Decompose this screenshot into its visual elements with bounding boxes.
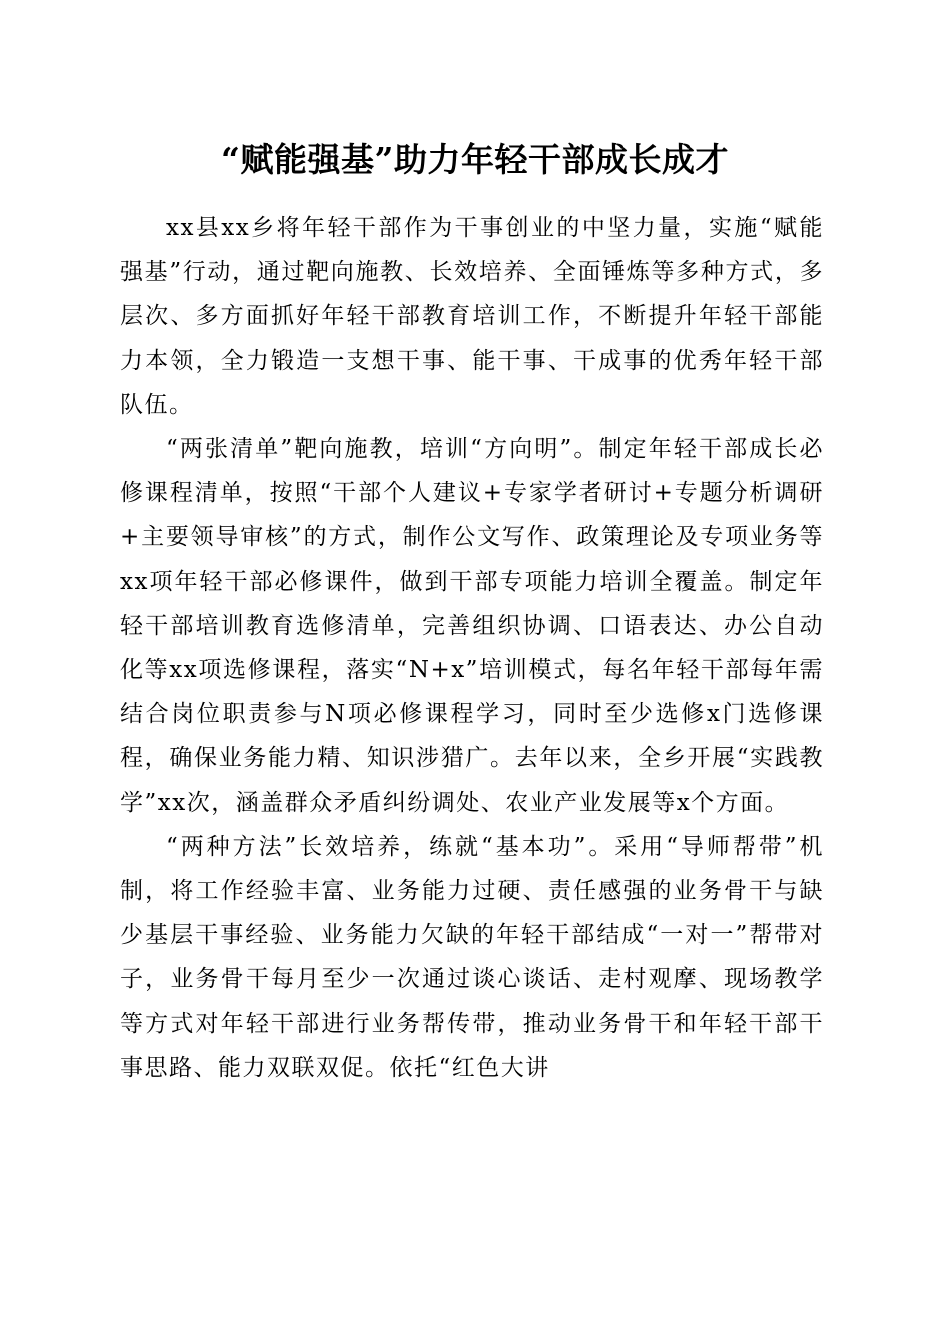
- document-body: [120, 206, 824, 1090]
- document-title: “赋能强基”助力年轻干部成长成才: [221, 140, 729, 179]
- paragraph-intro: xx县xx乡将年轻干部作为干事创业的中坚力量，实施“赋能强基”行动，通过靶向施教、长效培养、全面锤炼等多种方式，多层次、多方面抓好年轻干部教育培训工作，不断提升年轻干部能力本领，全力锻造一支想干事、能干事、干成事的优秀年轻干部队伍。: [120, 215, 824, 418]
- paragraph-two-methods: “两种方法”长效培养，练就“基本功”。采用“导师帮带”机制，将工作经验丰富、业务能力过硬、责任感强的业务骨干与缺少基层干事经验、业务能力欠缺的年轻干部结成“一对一”帮带对子，业务骨干每月至少一次通过谈心谈话、走村观摩、现场教学等方式对年轻干部进行业务帮传带，推动业务骨干和年轻干部干事思路、能力双联双促。依托“红色大讲: [120, 833, 824, 1081]
- paragraph-two-lists: “两张清单”靶向施教，培训“方向明”。制定年轻干部成长必修课程清单，按照“干部个人建议+专家学者研讨+专题分析调研+主要领导审核”的方式，制作公文写作、政策理论及专项业务等xx项年轻干部必修课件，做到干部专项能力培训全覆盖。制定年轻干部培训教育选修清单，完善组织协调、口语表达、办公自动化等xx项选修课程，落实“N+x”培训模式，每名年轻干部每年需结合岗位职责参与N项必修课程学习，同时至少选修x门选修课程，确保业务能力精、知识涉猎广。去年以来，全乡开展“实践教学”xx次，涵盖群众矛盾纠纷调处、农业产业发展等x个方面。: [120, 436, 824, 816]
